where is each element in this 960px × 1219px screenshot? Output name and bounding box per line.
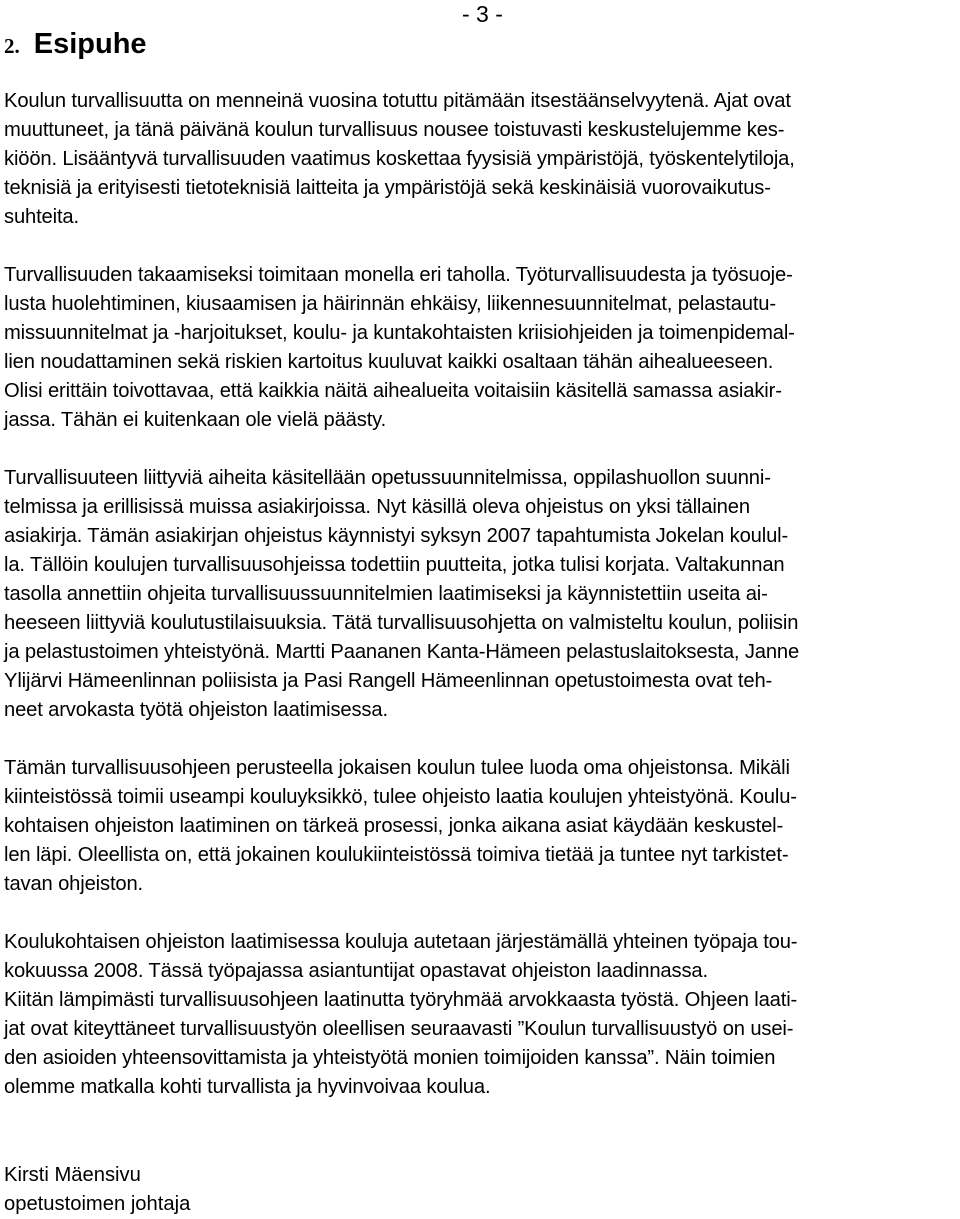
paragraph-spacer [4,899,954,928]
text-line: Turvallisuuteen liittyviä aiheita käsitellään opetussuunnitelmissa, oppilashuollon suunni- [4,467,771,489]
text-line: olemme matkalla kohti turvallista ja hyvinvoivaa koulua. [4,1076,491,1098]
text-line: den asioiden yhteensovittamista ja yhteistyötä monien toimijoiden kanssa”. Näin toimien [4,1047,776,1069]
text-line: lien noudattaminen sekä riskien kartoitus kuuluvat kaikki osaltaan tähän aihealueeseen. [4,351,774,373]
paragraph-spacer [4,725,954,754]
text-line: missuunnitelmat ja -harjoitukset, koulu- ja kuntakohtaisten kriisiohjeiden ja toimenpidemal- [4,322,795,344]
text-line: kokuussa 2008. Tässä työpajassa asiantuntijat opastavat ohjeiston laadinnassa. [4,960,708,982]
text-line: telmissa ja erillisissä muissa asiakirjoissa. Nyt käsillä oleva ohjeistus on yksi tällainen [4,496,750,518]
paragraph-5 [4,928,954,1102]
paragraph-spacer [4,435,954,464]
text-line: Koulukohtaisen ohjeiston laatimisessa kouluja autetaan järjestämällä yhteinen työpaja tou- [4,931,798,953]
section-number: 2. [4,34,20,58]
text-line: muuttuneet, ja tänä päivänä koulun turvallisuus nousee toistuvasti keskustelujemme kes- [4,119,785,141]
text-line: Koulun turvallisuutta on menneinä vuosina totuttu pitämään itsestäänselvyytenä. Ajat ovat [4,90,791,112]
text-line: heeseen liittyviä koulutustilaisuuksia. Tätä turvallisuusohjetta on valmisteltu koulun, poliisin [4,612,799,634]
text-line: ja pelastustoimen yhteistyönä. Martti Paananen Kanta-Hämeen pelastuslaitoksesta, Janne [4,641,800,663]
signature-title: opetustoimen johtaja [4,1193,191,1215]
text-line: asiakirja. Tämän asiakirjan ohjeistus käynnistyi syksyn 2007 tapahtumista Jokelan koulul- [4,525,789,547]
paragraph-3 [4,464,954,725]
text-line: lusta huolehtiminen, kiusaamisen ja häirinnän ehkäisy, liikennesuunnitelmat, pelastautu- [4,293,776,315]
text-line: len läpi. Oleellista on, että jokainen koulukiinteistössä toimiva tietää ja tuntee nyt tarkistet- [4,844,789,866]
text-line: Kiitän lämpimästi turvallisuusohjeen laatinutta työryhmää arvokkaasta työstä. Ohjeen laati- [4,989,798,1011]
text-line: suhteita. [4,206,79,228]
page-number: - 3 - [462,1,503,27]
section-title: Esipuhe [33,28,147,60]
section-heading [4,26,147,67]
text-line: jat ovat kiteyttäneet turvallisuustyön oleellisen seuraavasti ”Koulun turvallisuustyö on usei- [4,1018,794,1040]
text-line: la. Tällöin koulujen turvallisuusohjeissa todettiin puutteita, jotka tulisi korjata. Valtakunnan [4,554,785,576]
signature-block [4,1161,190,1219]
text-line: teknisiä ja erityisesti tietoteknisiä laitteita ja ympäristöjä sekä keskinäisiä vuorovaikutus- [4,177,771,199]
text-line: jassa. Tähän ei kuitenkaan ole vielä päästy. [4,409,387,431]
body-text [4,87,954,1102]
paragraph-2 [4,261,954,435]
paragraph-1 [4,87,954,232]
paragraph-spacer [4,232,954,261]
text-line: kiinteistössä toimii useampi kouluyksikkö, tulee ohjeisto laatia koulujen yhteistyönä. Koulu- [4,786,797,808]
paragraph-4 [4,754,954,899]
text-line: neet arvokasta työtä ohjeiston laatimisessa. [4,699,388,721]
text-line: tasolla annettiin ohjeita turvallisuussuunnitelmien laatimiseksi ja käynnistettiin useita ai- [4,583,768,605]
text-line: Olisi erittäin toivottavaa, että kaikkia näitä aihealueita voitaisiin käsitellä samassa asiakir- [4,380,782,402]
text-line: Ylijärvi Hämeenlinnan poliisista ja Pasi Rangell Hämeenlinnan opetustoimesta ovat teh- [4,670,773,692]
text-line: kiöön. Lisääntyvä turvallisuuden vaatimus koskettaa fyysisiä ympäristöjä, työskentelytiloja, [4,148,795,170]
text-line: Turvallisuuden takaamiseksi toimitaan monella eri taholla. Työturvallisuudesta ja työsuoje- [4,264,793,286]
text-line: Tämän turvallisuusohjeen perusteella jokaisen koulun tulee luoda oma ohjeistonsa. Mikäli [4,757,790,779]
signature-name: Kirsti Mäensivu [4,1164,141,1186]
text-line: tavan ohjeiston. [4,873,144,895]
text-line: kohtaisen ohjeiston laatiminen on tärkeä prosessi, jonka aikana asiat käydään keskustel- [4,815,784,837]
